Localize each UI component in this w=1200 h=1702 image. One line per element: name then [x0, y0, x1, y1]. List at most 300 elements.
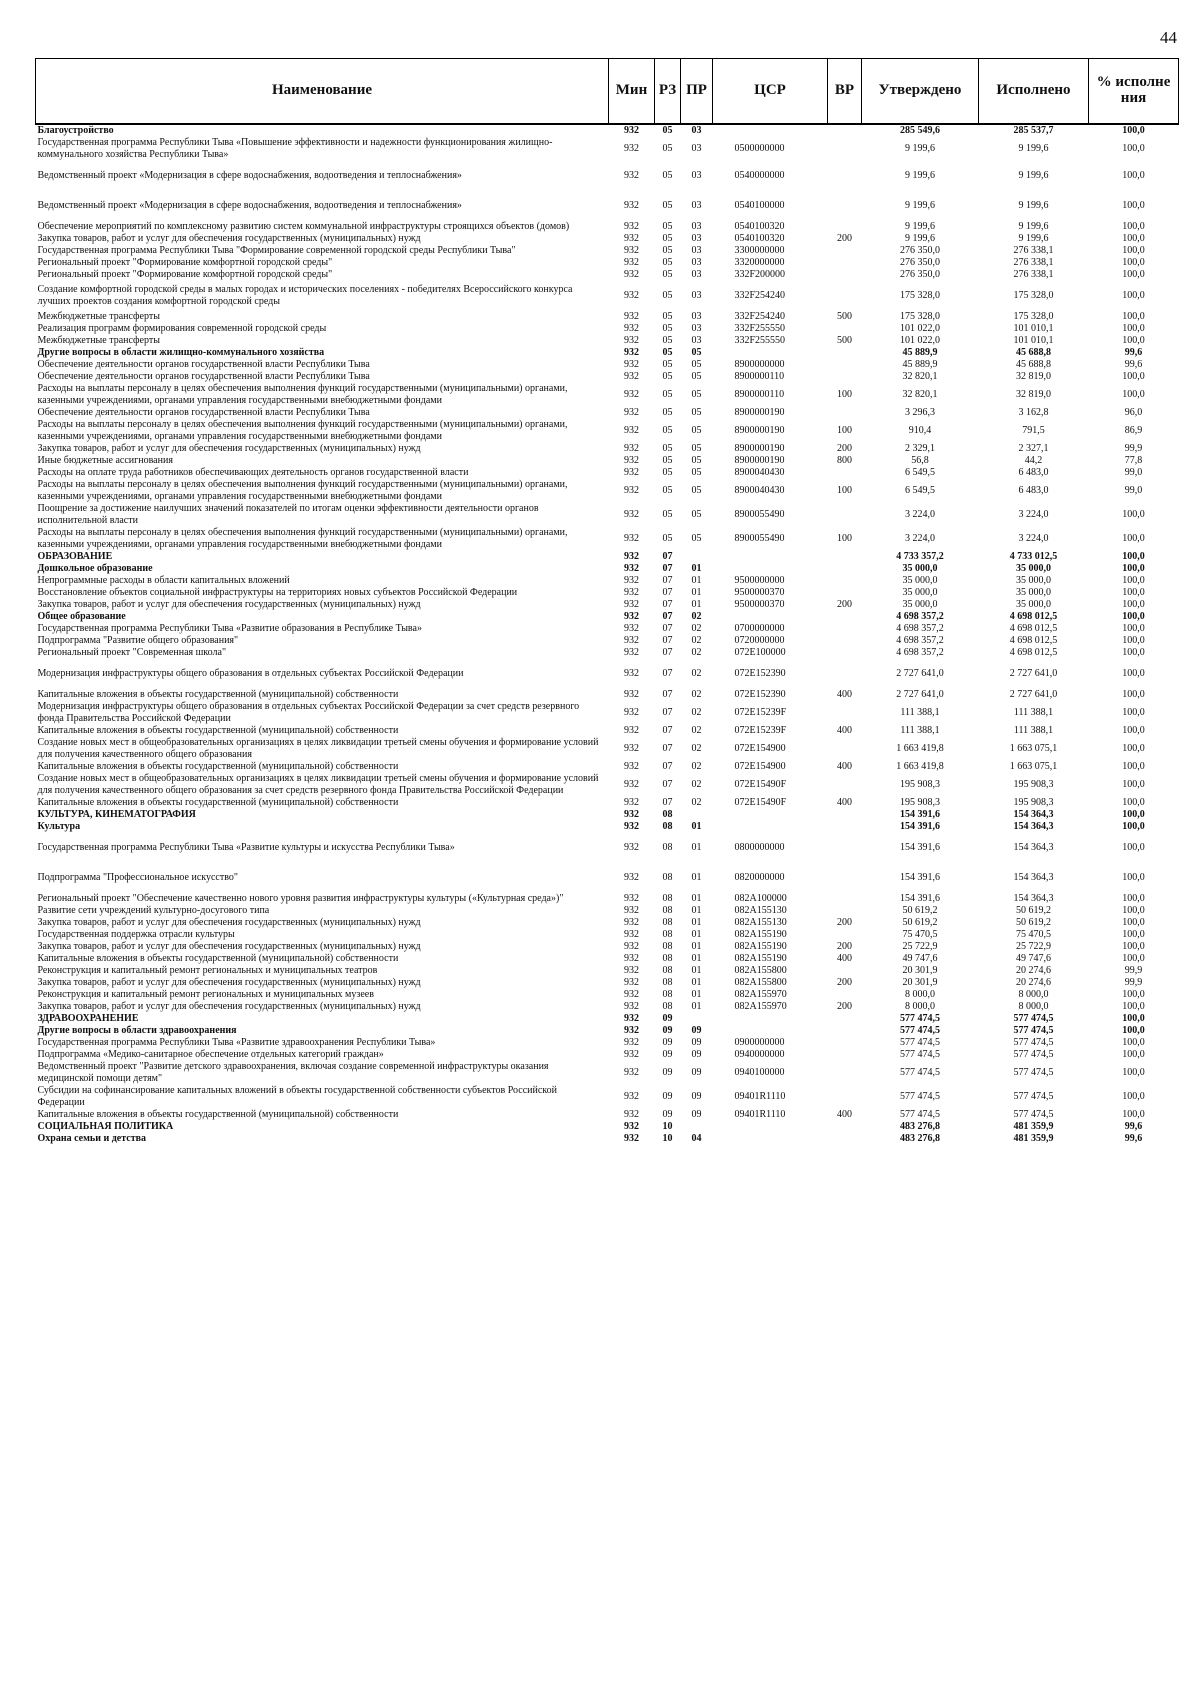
table-row	[36, 809, 1179, 821]
row-csr: 8900000190	[734, 443, 785, 454]
row-pr: 05	[691, 443, 702, 454]
table-row	[36, 323, 1179, 335]
row-rz: 07	[662, 563, 673, 574]
row-vr	[828, 737, 862, 761]
row-pr: 02	[691, 725, 702, 736]
row-executed: 101 010,1	[1013, 323, 1054, 334]
row-vr	[828, 623, 862, 635]
table-row	[36, 737, 1179, 761]
header-percent: % исполне ния	[1089, 59, 1179, 125]
row-min: 932	[624, 587, 639, 598]
row-min: 932	[624, 953, 639, 964]
row-approved: 45 889,9	[902, 359, 938, 370]
row-vr	[828, 575, 862, 587]
row-approved: 577 474,5	[900, 1109, 940, 1120]
row-name: Государственная программа Республики Тыва "Формирование современной городской среды Республики Тыва"	[37, 245, 516, 256]
row-pr: 02	[691, 689, 702, 700]
row-min: 932	[624, 1049, 639, 1060]
table-row	[36, 773, 1179, 797]
row-name: Восстановление объектов социальной инфраструктуры на территориях новых субъектов Российской Федерации	[37, 587, 518, 598]
row-csr: 0940100000	[734, 1067, 785, 1078]
row-percent: 100,0	[1122, 233, 1145, 244]
table-row	[36, 1121, 1179, 1133]
row-name: Региональный проект "Современная школа"	[37, 647, 227, 658]
row-csr: 3320000000	[734, 257, 785, 268]
row-name: Расходы на выплаты персоналу в целях обеспечения выполнения функций государственными (муниципальными) органами, казенными учреждениями, органами управления государственными внебюджетными фондами	[37, 383, 568, 406]
row-name: Обеспечение деятельности органов государственной власти Республики Тыва	[37, 359, 370, 370]
row-vr: 400	[837, 797, 852, 808]
row-vr	[828, 647, 862, 659]
row-percent: 100,0	[1122, 335, 1145, 346]
row-percent: 100,0	[1122, 611, 1145, 622]
row-vr	[828, 1133, 862, 1145]
row-rz: 07	[662, 575, 673, 586]
row-executed: 32 819,0	[1016, 371, 1051, 382]
row-pr: 03	[691, 323, 702, 334]
row-approved: 2 329,1	[905, 443, 935, 454]
row-csr	[713, 1133, 828, 1145]
row-pr: 01	[691, 929, 702, 940]
row-executed: 577 474,5	[1013, 1025, 1054, 1036]
row-percent: 100,0	[1122, 893, 1145, 904]
row-pr: 01	[691, 905, 702, 916]
table-row	[36, 161, 1179, 191]
row-executed: 6 483,0	[1018, 485, 1049, 496]
row-min: 932	[624, 170, 639, 181]
row-csr: 8900040430	[734, 467, 785, 478]
row-pr: 01	[691, 575, 702, 586]
row-name: Другие вопросы в области здравоохранения	[37, 1025, 237, 1036]
row-approved: 6 549,5	[905, 485, 935, 496]
row-csr: 0800000000	[734, 842, 785, 853]
row-approved: 9 199,6	[905, 221, 935, 232]
row-csr	[713, 1013, 828, 1025]
row-percent: 100,0	[1122, 1025, 1145, 1036]
row-approved: 32 820,1	[902, 371, 938, 382]
row-rz: 05	[662, 221, 673, 232]
row-executed: 75 470,5	[1016, 929, 1051, 940]
row-percent: 100,0	[1122, 371, 1145, 382]
row-csr: 8900000190	[734, 407, 785, 418]
row-approved: 56,8	[911, 455, 929, 466]
row-pr: 01	[691, 587, 702, 598]
row-min: 932	[624, 290, 639, 301]
row-name: Закупка товаров, работ и услуг для обеспечения государственных (муниципальных) нужд	[37, 917, 421, 928]
row-rz: 05	[662, 290, 673, 301]
row-rz: 08	[662, 905, 673, 916]
row-name: Закупка товаров, работ и услуг для обеспечения государственных (муниципальных) нужд	[37, 443, 421, 454]
row-rz: 07	[662, 725, 673, 736]
table-row	[36, 1109, 1179, 1121]
row-percent: 99,6	[1124, 1121, 1143, 1132]
row-executed: 25 722,9	[1016, 941, 1051, 952]
row-pr: 05	[691, 467, 702, 478]
row-rz: 05	[662, 443, 673, 454]
row-name: Иные бюджетные ассигнования	[37, 455, 173, 466]
row-min: 932	[624, 509, 639, 520]
row-csr: 082A155190	[734, 929, 787, 940]
row-vr	[828, 407, 862, 419]
row-csr	[713, 809, 828, 821]
row-rz: 09	[662, 1049, 673, 1060]
row-executed: 111 388,1	[1013, 725, 1054, 736]
row-name: Капитальные вложения в объекты государственной (муниципальной) собственности	[37, 689, 399, 700]
row-approved: 154 391,6	[900, 893, 940, 904]
row-approved: 101 022,0	[900, 335, 940, 346]
row-min: 932	[624, 977, 639, 988]
row-csr	[713, 347, 828, 359]
row-rz: 07	[662, 743, 673, 754]
row-executed: 175 328,0	[1013, 290, 1054, 301]
row-name: Реконструкция и капитальный ремонт региональных и муниципальных музеев	[37, 989, 374, 1000]
row-approved: 577 474,5	[900, 1037, 940, 1048]
table-row	[36, 761, 1179, 773]
row-vr	[828, 1013, 862, 1025]
row-executed: 285 537,7	[1013, 125, 1054, 136]
row-csr: 8900000110	[734, 371, 785, 382]
row-percent: 100,0	[1122, 689, 1145, 700]
row-pr: 05	[691, 425, 702, 436]
row-name: Обеспечение деятельности органов государственной власти Республики Тыва	[37, 371, 370, 382]
row-executed: 276 338,1	[1013, 269, 1054, 280]
row-name: Закупка товаров, работ и услуг для обеспечения государственных (муниципальных) нужд	[37, 977, 421, 988]
row-vr	[828, 965, 862, 977]
row-min: 932	[624, 809, 639, 820]
row-pr: 01	[691, 842, 702, 853]
row-executed: 577 474,5	[1013, 1109, 1054, 1120]
table-row	[36, 797, 1179, 809]
row-executed: 577 474,5	[1013, 1013, 1054, 1024]
row-executed: 20 274,6	[1016, 965, 1051, 976]
row-pr: 05	[691, 533, 702, 544]
row-vr	[828, 833, 862, 863]
row-name: Создание комфортной городской среды в малых городах и исторических поселениях - победителях Всероссийского конкурса лучших проектов создания комфортной городской среды	[37, 284, 573, 307]
row-min: 932	[624, 872, 639, 883]
row-csr: 9500000370	[734, 587, 785, 598]
row-rz: 07	[662, 689, 673, 700]
row-vr: 100	[837, 485, 852, 496]
row-vr	[828, 611, 862, 623]
row-approved: 50 619,2	[902, 905, 938, 916]
row-approved: 577 474,5	[900, 1067, 940, 1078]
row-pr: 01	[691, 563, 702, 574]
row-rz: 05	[662, 347, 673, 358]
row-name: Государственная программа Республики Тыва «Повышение эффективности и надежности функционирования жилищно-коммунального хозяйства Республики Тыва»	[37, 137, 553, 160]
row-executed: 3 224,0	[1018, 509, 1049, 520]
row-executed: 154 364,3	[1013, 893, 1054, 904]
table-row	[36, 383, 1179, 407]
row-pr: 01	[691, 989, 702, 1000]
row-approved: 910,4	[908, 425, 932, 436]
row-min: 932	[624, 1067, 639, 1078]
header-rz: РЗ	[655, 59, 681, 125]
row-pr: 03	[691, 245, 702, 256]
row-vr	[828, 257, 862, 269]
row-approved: 20 301,9	[902, 965, 938, 976]
row-percent: 100,0	[1122, 707, 1145, 718]
row-executed: 50 619,2	[1016, 917, 1051, 928]
row-min: 932	[624, 965, 639, 976]
row-pr: 05	[691, 389, 702, 400]
row-approved: 3 224,0	[905, 533, 935, 544]
row-executed: 44,2	[1024, 455, 1043, 466]
row-rz: 05	[662, 485, 673, 496]
table-row	[36, 635, 1179, 647]
row-approved: 4 698 357,2	[896, 611, 944, 622]
row-executed: 577 474,5	[1013, 1091, 1054, 1102]
row-name: Государственная программа Республики Тыва «Развитие здравоохранения Республики Тыва»	[37, 1037, 436, 1048]
row-executed: 35 000,0	[1016, 563, 1051, 574]
row-csr	[713, 821, 828, 833]
row-csr: 082A155970	[734, 1001, 787, 1012]
row-name: Капитальные вложения в объекты государственной (муниципальной) собственности	[37, 797, 399, 808]
row-pr: 05	[691, 509, 702, 520]
row-pr: 09	[691, 1109, 702, 1120]
row-vr	[828, 863, 862, 893]
row-name: Общее образование	[37, 611, 126, 622]
row-rz: 05	[662, 323, 673, 334]
row-percent: 100,0	[1122, 245, 1145, 256]
table-row	[36, 977, 1179, 989]
row-vr	[828, 191, 862, 221]
row-percent: 100,0	[1122, 551, 1145, 562]
row-name: Субсидии на софинансирование капитальных вложений в объекты государственной собственности субъектов Российской Федерации	[37, 1085, 557, 1108]
row-executed: 8 000,0	[1018, 989, 1049, 1000]
row-csr: 0500000000	[734, 143, 785, 154]
row-vr	[828, 359, 862, 371]
row-min: 932	[624, 917, 639, 928]
row-executed: 154 364,3	[1013, 809, 1054, 820]
table-header-row	[36, 59, 1179, 125]
row-vr	[828, 809, 862, 821]
row-approved: 195 908,3	[900, 779, 940, 790]
row-vr	[828, 659, 862, 689]
row-min: 932	[624, 389, 639, 400]
row-min: 932	[624, 725, 639, 736]
row-pr: 05	[691, 371, 702, 382]
row-name: Расходы на выплаты персоналу в целях обеспечения выполнения функций государственными (муниципальными) органами, казенными учреждениями, органами управления государственными внебюджетными фондами	[37, 419, 568, 442]
row-rz: 05	[662, 269, 673, 280]
row-name: Ведомственный проект "Развитие детского здравоохранения, включая создание современной инфраструктуры оказания медицинской помощи детям"	[37, 1061, 549, 1084]
row-name: Непрограммные расходы в области капитальных вложений	[37, 575, 290, 586]
row-min: 932	[624, 599, 639, 610]
row-percent: 86,9	[1124, 425, 1143, 436]
row-csr: 072E152390	[734, 689, 786, 700]
row-csr: 0700000000	[734, 623, 785, 634]
row-percent: 77,8	[1124, 455, 1143, 466]
row-name: Региональный проект "Формирование комфортной городской среды"	[37, 257, 333, 268]
row-percent: 100,0	[1122, 797, 1145, 808]
table-row	[36, 1001, 1179, 1013]
row-csr: 0940000000	[734, 1049, 785, 1060]
row-min: 932	[624, 551, 639, 562]
table-row	[36, 257, 1179, 269]
table-row	[36, 1085, 1179, 1109]
row-rz: 07	[662, 797, 673, 808]
row-csr: 072E152390	[734, 668, 786, 679]
table-row	[36, 455, 1179, 467]
table-row	[36, 1013, 1179, 1025]
row-name: Региональный проект "Обеспечение качественно нового уровня развития инфраструктуры культуры («Культурная среда»)"	[37, 893, 564, 904]
row-approved: 25 722,9	[902, 941, 938, 952]
row-percent: 100,0	[1122, 170, 1145, 181]
table-row	[36, 419, 1179, 443]
row-executed: 577 474,5	[1013, 1049, 1054, 1060]
row-pr: 02	[691, 707, 702, 718]
row-percent: 100,0	[1122, 389, 1145, 400]
row-min: 932	[624, 125, 639, 136]
table-row	[36, 467, 1179, 479]
row-executed: 4 698 012,5	[1009, 623, 1058, 634]
row-vr: 100	[837, 425, 852, 436]
table-row	[36, 245, 1179, 257]
row-rz: 05	[662, 311, 673, 322]
row-name: Подпрограмма "Профессиональное искусство"	[37, 872, 238, 883]
row-min: 932	[624, 245, 639, 256]
row-approved: 75 470,5	[902, 929, 938, 940]
row-min: 932	[624, 668, 639, 679]
row-executed: 481 359,9	[1013, 1133, 1054, 1144]
table-row	[36, 965, 1179, 977]
row-rz: 09	[662, 1025, 673, 1036]
row-pr: 05	[691, 485, 702, 496]
row-vr	[828, 563, 862, 575]
row-name: СОЦИАЛЬНАЯ ПОЛИТИКА	[37, 1121, 174, 1132]
table-row	[36, 233, 1179, 245]
row-pr: 05	[691, 347, 702, 358]
row-executed: 577 474,5	[1013, 1067, 1054, 1078]
row-pr: 03	[691, 290, 702, 301]
row-csr: 082A155970	[734, 989, 787, 1000]
row-vr: 200	[837, 1001, 852, 1012]
row-csr	[713, 124, 828, 137]
row-vr	[828, 371, 862, 383]
row-percent: 100,0	[1122, 842, 1145, 853]
row-min: 932	[624, 1121, 639, 1132]
row-pr: 01	[691, 821, 702, 832]
row-percent: 100,0	[1122, 941, 1145, 952]
row-rz: 10	[662, 1121, 673, 1132]
header-name: Наименование	[36, 59, 609, 125]
row-approved: 9 199,6	[905, 200, 935, 211]
row-executed: 6 483,0	[1018, 467, 1049, 478]
row-rz: 08	[662, 989, 673, 1000]
table-row	[36, 527, 1179, 551]
row-vr	[828, 1061, 862, 1085]
row-vr: 800	[837, 455, 852, 466]
row-vr	[828, 989, 862, 1001]
row-pr: 01	[691, 965, 702, 976]
row-pr: 03	[691, 200, 702, 211]
row-vr: 400	[837, 953, 852, 964]
row-percent: 100,0	[1122, 1013, 1145, 1024]
row-csr: 072E154900	[734, 761, 786, 772]
row-min: 932	[624, 941, 639, 952]
row-min: 932	[624, 257, 639, 268]
table-row	[36, 563, 1179, 575]
row-percent: 100,0	[1122, 1001, 1145, 1012]
row-name: Капитальные вложения в объекты государственной (муниципальной) собственности	[37, 725, 399, 736]
header-csr: ЦСР	[713, 59, 828, 125]
row-rz: 05	[662, 359, 673, 370]
row-min: 932	[624, 467, 639, 478]
row-executed: 2 727 641,0	[1009, 689, 1058, 700]
row-percent: 100,0	[1122, 221, 1145, 232]
row-executed: 195 908,3	[1013, 797, 1054, 808]
row-approved: 9 199,6	[905, 143, 935, 154]
row-min: 932	[624, 797, 639, 808]
table-row	[36, 137, 1179, 161]
row-vr	[828, 221, 862, 233]
row-executed: 45 688,8	[1016, 347, 1051, 358]
row-pr: 02	[691, 743, 702, 754]
row-rz: 05	[662, 509, 673, 520]
row-executed: 276 338,1	[1013, 257, 1054, 268]
row-csr: 072E15239F	[734, 707, 787, 718]
row-name: Реализация программ формирования современной городской среды	[37, 323, 327, 334]
row-name: ЗДРАВООХРАНЕНИЕ	[37, 1013, 139, 1024]
row-min: 932	[624, 635, 639, 646]
row-csr: 082A155190	[734, 941, 787, 952]
row-rz: 05	[662, 245, 673, 256]
row-executed: 9 199,6	[1018, 233, 1049, 244]
row-csr: 8900000110	[734, 389, 785, 400]
row-csr: 332F254240	[734, 311, 786, 322]
row-name: Закупка товаров, работ и услуг для обеспечения государственных (муниципальных) нужд	[37, 599, 421, 610]
row-csr	[713, 563, 828, 575]
row-percent: 99,0	[1124, 467, 1143, 478]
row-vr	[828, 701, 862, 725]
row-approved: 276 350,0	[900, 245, 940, 256]
row-csr: 332F255550	[734, 335, 786, 346]
table-row	[36, 929, 1179, 941]
row-name: Реконструкция и капитальный ремонт региональных и муниципальных театров	[37, 965, 378, 976]
row-approved: 3 296,3	[905, 407, 935, 418]
table-row	[36, 833, 1179, 863]
budget-table	[35, 58, 1179, 1145]
table-row	[36, 689, 1179, 701]
row-csr: 8900055490	[734, 509, 785, 520]
row-approved: 154 391,6	[900, 809, 940, 820]
row-vr	[828, 1037, 862, 1049]
row-csr: 332F255550	[734, 323, 786, 334]
row-pr: 02	[691, 761, 702, 772]
row-approved: 1 663 419,8	[896, 743, 944, 754]
row-vr: 400	[837, 761, 852, 772]
table-row	[36, 587, 1179, 599]
row-min: 932	[624, 347, 639, 358]
table-row	[36, 725, 1179, 737]
row-approved: 35 000,0	[902, 599, 938, 610]
row-min: 932	[624, 929, 639, 940]
row-percent: 100,0	[1122, 623, 1145, 634]
row-executed: 35 000,0	[1016, 575, 1051, 586]
row-rz: 05	[662, 335, 673, 346]
table-row	[36, 701, 1179, 725]
row-min: 932	[624, 311, 639, 322]
row-min: 932	[624, 455, 639, 466]
row-rz: 09	[662, 1037, 673, 1048]
row-csr: 8900040430	[734, 485, 785, 496]
row-executed: 50 619,2	[1016, 905, 1051, 916]
row-min: 932	[624, 221, 639, 232]
row-pr: 02	[691, 779, 702, 790]
row-name: Охрана семьи и детства	[37, 1133, 147, 1144]
row-name: Обеспечение деятельности органов государственной власти Республики Тыва	[37, 407, 370, 418]
row-pr: 03	[691, 170, 702, 181]
row-vr	[828, 124, 862, 137]
row-approved: 154 391,6	[900, 842, 940, 853]
